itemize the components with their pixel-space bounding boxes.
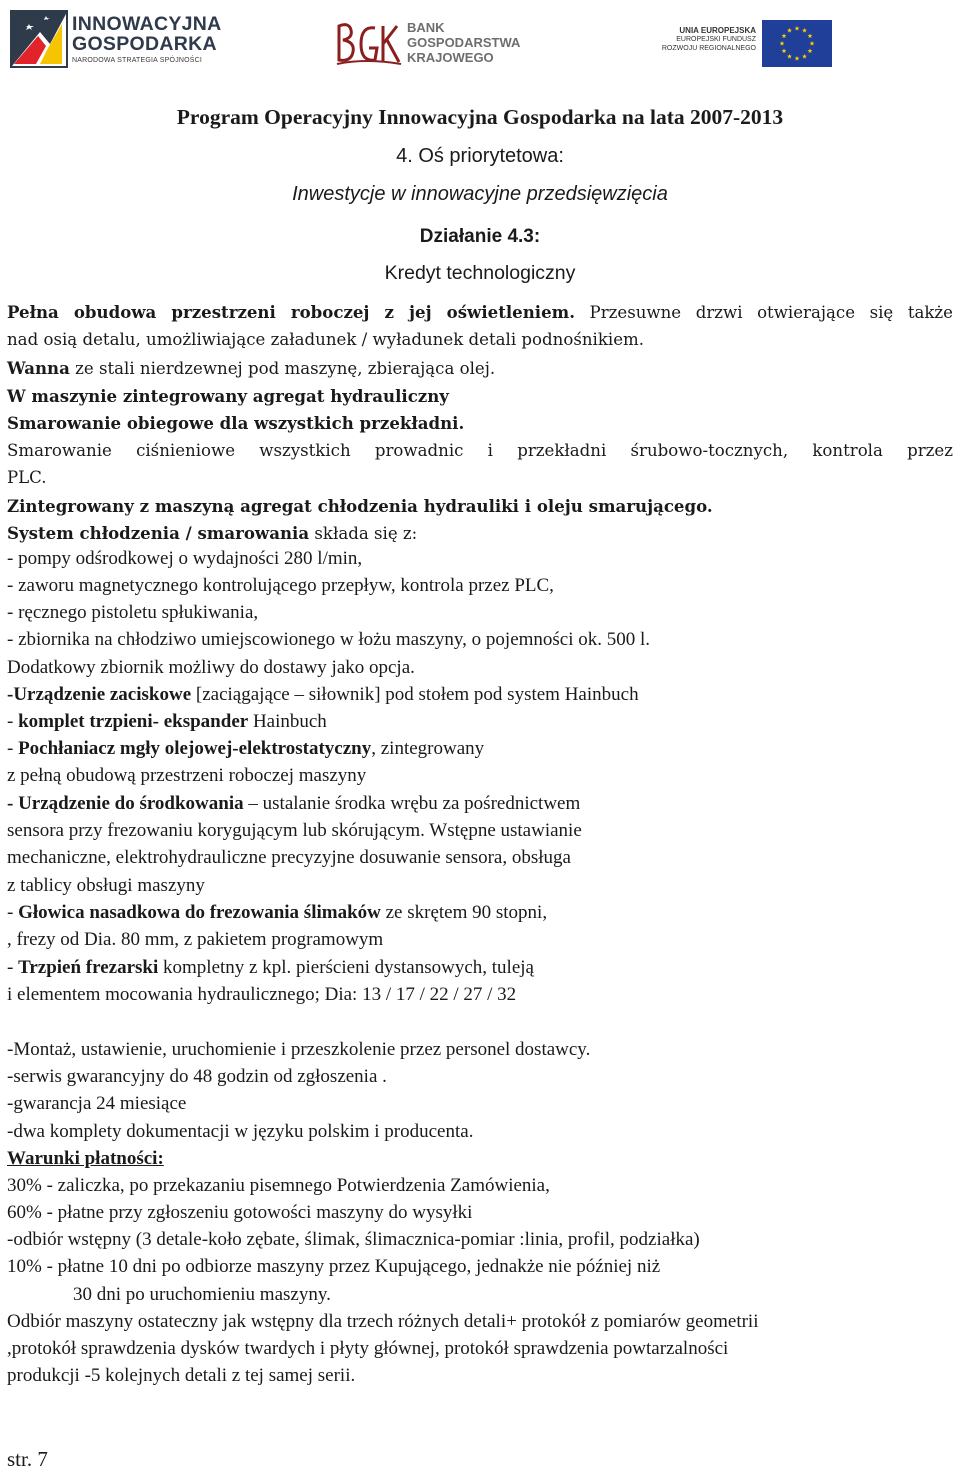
logo-eu-line1: UNIA EUROPEJSKA <box>679 26 756 35</box>
spec-bold: Wanna <box>7 358 70 378</box>
spec-line: -gwarancja 24 miesiące <box>7 1093 187 1114</box>
spec-line: W maszynie zintegrowany agregat hydrauliczny <box>7 386 449 406</box>
spec-bold: System chłodzenia / smarowania <box>7 523 310 543</box>
spec-line <box>7 711 327 733</box>
spec-text: Przesuwne drzwi otwierające się także <box>574 303 953 322</box>
logo-bgk-line1: BANK <box>407 20 445 35</box>
spec-text: – ustalanie środka wrębu za pośrednictwem <box>243 793 581 814</box>
program-title: Program Operacyjny Innowacyjna Gospodarka na lata 2007-2013 <box>176 105 784 129</box>
spec-line: -dwa komplety dokumentacji w języku polskim i producenta. <box>7 1121 474 1142</box>
spec-line: Zintegrowany z maszyną agregat chłodzenia hydrauliki i oleju smarującego. <box>7 496 713 516</box>
spec-line <box>7 684 639 706</box>
spec-line: nad osią detalu, umożliwiające załadunek / wyładunek detali podnośnikiem. <box>7 330 645 349</box>
logo-ig-line1: INNOWACYJNA <box>72 13 222 35</box>
action-name: Kredyt technologiczny <box>384 262 576 284</box>
spec-text: kompletny z kpl. pierścieni dystansowych, tuleją <box>158 957 534 978</box>
spec-text: - <box>7 738 19 759</box>
eu-logo <box>644 16 834 68</box>
logo-bgk-line3: KRAJOWEGO <box>407 50 494 65</box>
spec-line: - pompy odśrodkowej o wydajności 280 l/min, <box>7 548 363 569</box>
spec-text: , zintegrowany <box>371 738 485 759</box>
spec-bold: - Urządzenie do środkowania <box>7 793 244 814</box>
spec-line <box>7 738 484 760</box>
spec-line: z pełną obudową przestrzeni roboczej maszyny <box>7 765 367 786</box>
spec-text: ze stali nierdzewnej pod maszynę, zbierająca olej. <box>69 359 496 378</box>
spec-text: - <box>7 711 19 732</box>
spec-bold: komplet trzpieni- ekspander <box>18 711 249 732</box>
spec-bold: Głowica nasadkowa do frezowania ślimaków <box>18 902 381 923</box>
spec-line <box>7 357 495 380</box>
logo-ig-line2: GOSPODARKA <box>72 33 217 55</box>
spec-line: Smarowanie ciśnieniowe wszystkich prowadnic i przekładni śrubowo-tocznych, kontrola przez <box>7 441 953 460</box>
logo-ig-sub: NARODOWA STRATEGIA SPÓJNOŚCI <box>72 57 203 64</box>
page-number: str. 7 <box>7 1447 48 1471</box>
spec-line: 60% - płatne przy zgłoszeniu gotowości maszyny do wysyłki <box>7 1202 473 1223</box>
spec-line <box>7 793 580 815</box>
spec-text: - <box>7 957 19 978</box>
spec-line: mechaniczne, elektrohydrauliczne precyzyjne dosuwanie sensora, obsługa <box>7 847 571 868</box>
spec-line: 30 dni po uruchomieniu maszyny. <box>73 1284 331 1305</box>
spec-line: Dodatkowy zbiornik możliwy do dostawy jako opcja. <box>7 657 415 678</box>
spec-line <box>7 957 534 979</box>
spec-bold: Pełna obudowa przestrzeni roboczej z jej oświetleniem. <box>7 302 575 322</box>
spec-line <box>7 301 953 324</box>
spec-line: sensora przy frezowaniu korygującym lub skórującym. Wstępne ustawianie <box>7 820 582 841</box>
spec-line: - zbiornika na chłodziwo umiejscowionego w łożu maszyny, o pojemności ok. 500 l. <box>7 629 651 650</box>
spec-bold: Trzpień frezarski <box>18 957 159 978</box>
innowacyjna-gospodarka-emblem-icon <box>10 10 68 68</box>
payment-terms-heading: Warunki płatności: <box>7 1148 164 1169</box>
spec-line: Smarowanie obiegowe dla wszystkich przekładni. <box>7 413 465 433</box>
bgk-logo <box>335 14 535 69</box>
spec-text: ze skrętem 90 stopni, <box>380 902 548 923</box>
spec-line: PLC. <box>7 468 47 487</box>
spec-bold: Pochłaniacz mgły olejowej-elektrostatyczny <box>18 738 372 759</box>
logo-bgk-line2: GOSPODARSTWA <box>407 35 521 50</box>
spec-text: Hainbuch <box>248 711 327 732</box>
spec-text: składa się z: <box>309 524 418 543</box>
spec-text: [zaciągające – siłownik] pod stołem pod system Hainbuch <box>191 684 639 705</box>
logo-header <box>0 0 960 80</box>
logo-eu-line3: ROZWOJU REGIONALNEGO <box>661 45 756 52</box>
logo-eu-line2: EUROPEJSKI FUNDUSZ <box>676 36 756 43</box>
spec-line: z tablicy obsługi maszyny <box>7 875 205 896</box>
spec-line: - ręcznego pistoletu spłukiwania, <box>7 602 259 623</box>
spec-line: i elementem mocowania hydraulicznego; Dia: 13 / 17 / 22 / 27 / 32 <box>7 984 517 1005</box>
eu-flag-icon <box>762 20 832 67</box>
spec-line: - zaworu magnetycznego kontrolującego przepływ, kontrola przez PLC, <box>7 575 554 596</box>
priority-axis: 4. Oś priorytetowa: <box>396 145 564 167</box>
spec-line: -odbiór wstępny (3 detale-koło zębate, ślimak, ślimacznica-pomiar :linia, profil, podziałka) <box>7 1229 700 1250</box>
spec-line: , frezy od Dia. 80 mm, z pakietem programowym <box>7 929 384 950</box>
spec-line: -Montaż, ustawienie, uruchomienie i przeszkolenie przez personel dostawcy. <box>7 1039 591 1060</box>
spec-bold: -Urządzenie zaciskowe <box>7 684 192 705</box>
spec-line: ,protokół sprawdzenia dysków twardych i płyty głównej, protokół sprawdzenia powtarzalności <box>7 1338 729 1359</box>
spec-line: produkcji -5 kolejnych detali z tej samej serii. <box>7 1365 356 1386</box>
action-number: Działanie 4.3: <box>419 226 541 247</box>
axis-name: Inwestycje w innowacyjne przedsięwzięcia <box>292 183 668 205</box>
spec-line <box>7 522 417 545</box>
bgk-monogram-icon <box>335 20 403 68</box>
spec-line: 10% - płatne 10 dni po odbiorze maszyny przez Kupującego, jednakże nie później niż <box>7 1256 661 1277</box>
spec-line: -serwis gwarancyjny do 48 godzin od zgłoszenia . <box>7 1066 387 1087</box>
spec-line: Odbiór maszyny ostateczny jak wstępny dla trzech różnych detali+ protokół z pomiarów geometrii <box>7 1311 759 1332</box>
innowacyjna-gospodarka-logo <box>10 8 225 73</box>
spec-text: - <box>7 902 19 923</box>
spec-line: 30% - zaliczka, po przekazaniu pisemnego Potwierdzenia Zamówienia, <box>7 1175 550 1196</box>
spec-line <box>7 902 547 924</box>
